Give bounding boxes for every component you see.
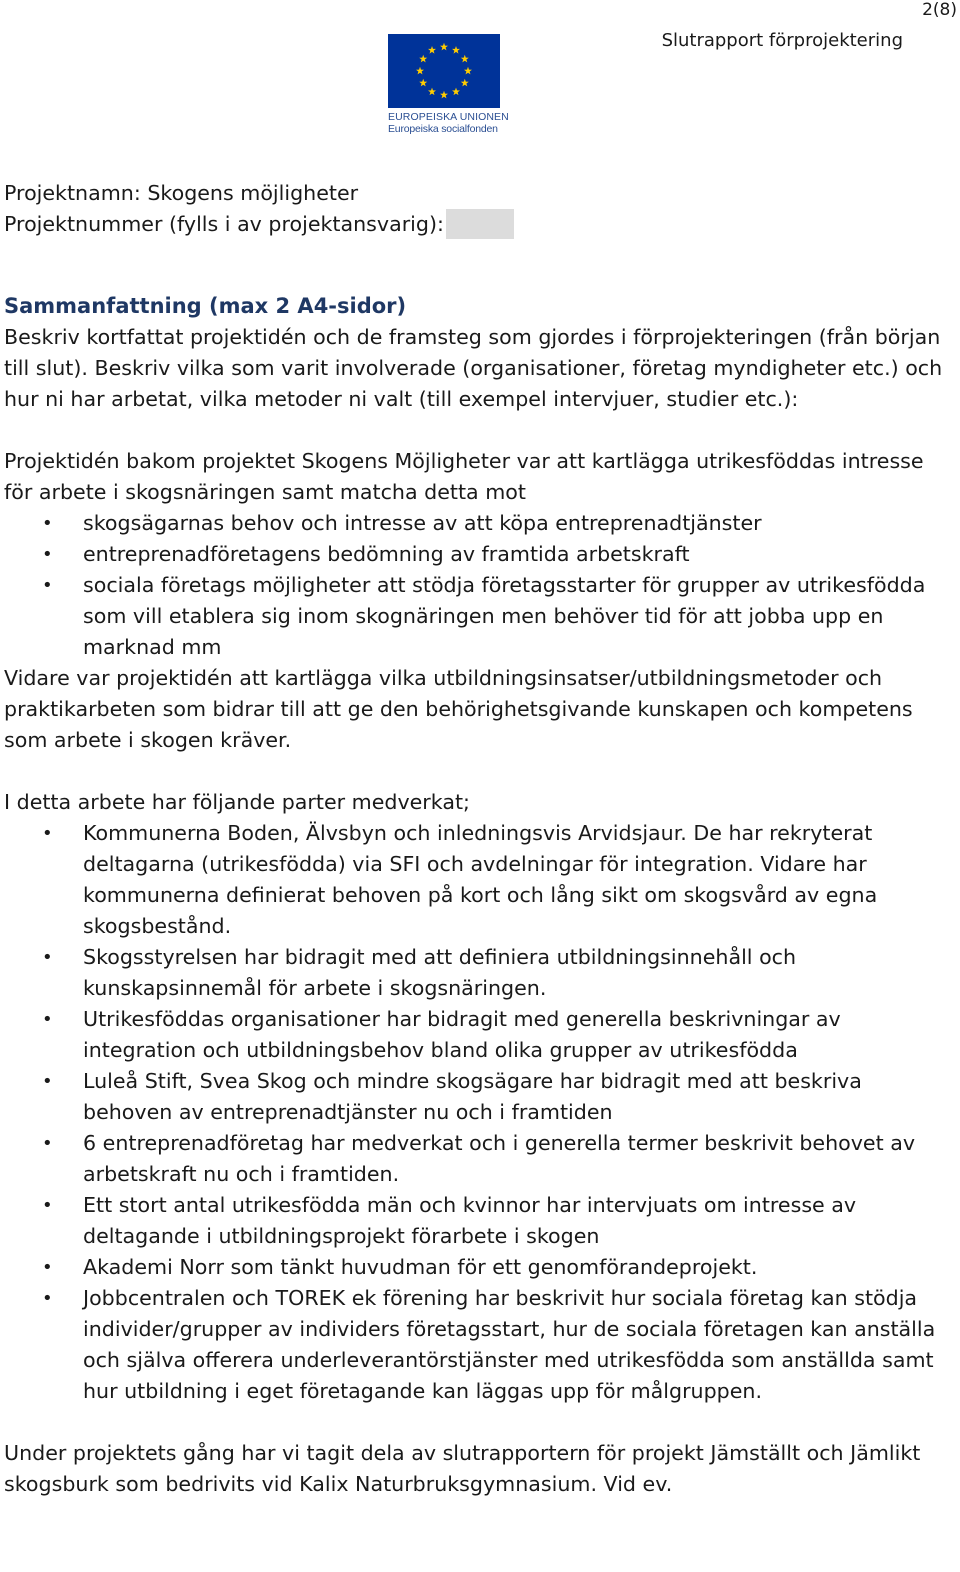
eu-flag-icon [388, 34, 500, 108]
list-item: • Utrikesföddas organisationer har bidragit med generella beskrivningar av integration och utbildningsbehov bland olika grupper av utrikesfödda [4, 1004, 954, 1066]
idea-list [4, 508, 954, 663]
list-item: • Luleå Stift, Svea Skog och mindre skogsägare har bidragit med att beskriva behoven av entreprenadtjänster nu och i framtiden [4, 1066, 954, 1128]
list-item: • Ett stort antal utrikesfödda män och kvinnor har intervjuats om intresse av deltagande i utbildningsprojekt förarbete i skogen [4, 1190, 954, 1252]
page-number: 2(8) [922, 0, 957, 20]
redacted-field [446, 209, 514, 239]
logo-text-union: EUROPEISKA UNIONEN [388, 111, 509, 123]
partners-intro: I detta arbete har följande parter medverkat; [4, 790, 470, 814]
list-item: • 6 entreprenadföretag har medverkat och i generella termer beskrivit behovet av arbetskraft nu och i framtiden. [4, 1128, 954, 1190]
list-item: • Kommunerna Boden, Älvsbyn och inledningsvis Arvidsjaur. De har rekryterat deltagarna (utrikesfödda) via SFI och avdelningar för integration. Vidare har kommunerna definierat behoven på kort och lång sikt om skogsvård av egna skogsbestånd. [4, 818, 954, 942]
list-item: • skogsägarnas behov och intresse av att köpa entreprenadtjänster [4, 508, 954, 539]
document-title: Slutrapport förprojektering [661, 30, 903, 51]
logo-text-fund: Europeiska socialfonden [388, 123, 498, 135]
list-item: • entreprenadföretagens bedömning av framtida arbetskraft [4, 539, 954, 570]
project-name: Projektnamn: Skogens möjligheter [4, 181, 359, 205]
document-body [4, 178, 954, 1500]
eu-logo [388, 34, 509, 135]
partners-list [4, 818, 954, 1407]
summary-instruction: Beskriv kortfattat projektidén och de framsteg som gjordes i förprojekteringen (från början till slut). Beskriv vilka som varit involverade (organisationer, företag myndigheter etc.) och hur ni har arbetat, vilka metoder ni valt (till exempel intervjuer, studier etc.): [4, 325, 943, 411]
list-item: • Jobbcentralen och TOREK ek förening har beskrivit hur sociala företag kan stödja individer/grupper av individers företagsstart, hur de sociala företagen kan anställa och själva offerera underleverantörstjänster med utrikesfödda som anställda samt hur utbildning i eget företagande kan läggas upp för målgruppen. [4, 1283, 954, 1407]
list-item: • Akademi Norr som tänkt huvudman för ett genomförandeprojekt. [4, 1252, 954, 1283]
closing-paragraph: Under projektets gång har vi tagit dela av slutrapportern för projekt Jämställt och Jämlikt skogsburk som bedrivits vid Kalix Naturbruksgymnasium. Vid ev. [4, 1441, 921, 1496]
idea-intro: Projektidén bakom projektet Skogens Möjligheter var att kartlägga utrikesföddas intresse för arbete i skogsnäringen samt matcha detta mot [4, 449, 924, 504]
idea-followup: Vidare var projektidén att kartlägga vilka utbildningsinsatser/utbildningsmetoder och praktikarbeten som bidrar till att ge den behörighetsgivande kunskapen och kompetens som arbete i skogen kräver. [4, 666, 913, 752]
summary-heading: Sammanfattning (max 2 A4-sidor) [4, 294, 407, 318]
list-item: • Skogsstyrelsen har bidragit med att definiera utbildningsinnehåll och kunskapsinnemål för arbete i skogsnäringen. [4, 942, 954, 1004]
project-number-label: Projektnummer (fylls i av projektansvarig): [4, 212, 444, 236]
project-number-row [4, 209, 954, 240]
list-item: • sociala företags möjligheter att stödja företagsstarter för grupper av utrikesfödda som vill etablera sig inom skognäringen men behöver tid för att jobba upp en marknad mm [4, 570, 954, 663]
